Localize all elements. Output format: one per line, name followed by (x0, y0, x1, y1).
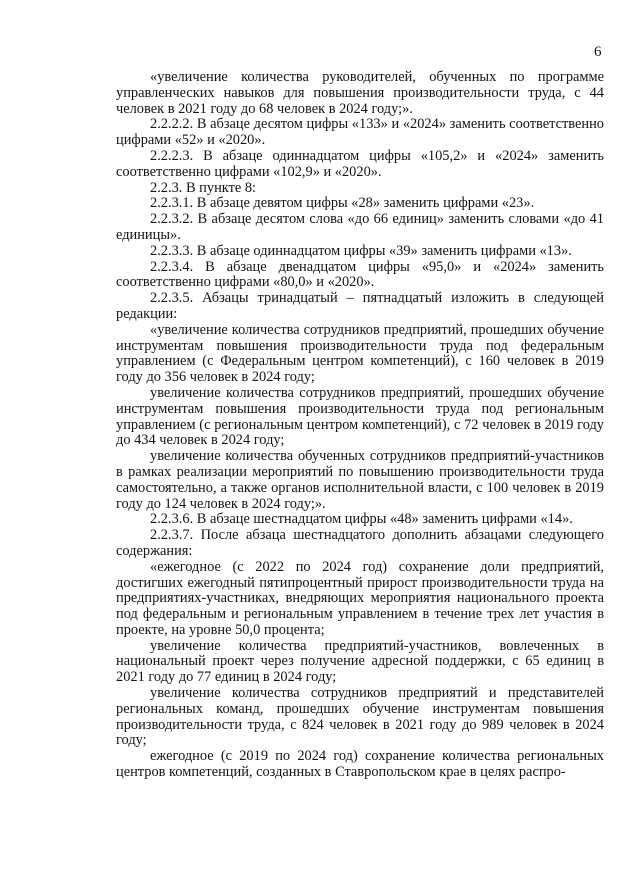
paragraph-competence-centers: ежегодное (с 2019 по 2024 год) сохранение количества региональных центров компетенций, созданных в Ставропольском крае в целях распро- (116, 748, 604, 781)
paragraph-2-2-3-3: 2.2.3.3. В абзаце одиннадцатом цифры «39» заменить цифрами «13». (150, 242, 572, 259)
paragraph-self-training: увеличение количества обученных сотрудников предприятий-участников в рамках реализации мероприятий по повышению производительности труда самостоятельно, а также органов исполнительной власти, с 100 человек в 2019 году до 124 человек в 2024 году;». (116, 448, 604, 512)
paragraph-2-2-3-4: 2.2.3.4. В абзаце двенадцатом цифры «95,0» и «2024» заменить соответственно цифрами «80,0» и «2020». (116, 258, 604, 291)
paragraph-2-2-3-2: 2.2.3.2. В абзаце десятом слова «до 66 единиц» заменить словами «до 41 единицы». (116, 211, 604, 243)
paragraph-2-2-2-2: 2.2.2.2. В абзаце десятом цифры «133» и «2024» заменить соответственно цифрами «52» и «2020». (116, 116, 604, 149)
paragraph-regional-training: увеличение количества сотрудников предприятий, прошедших обучение инструментам повышения производительности труда под региональным управлением (с региональным центром компетенций), с 72 человек в 2019 году до 434 человек в 2024 году; (116, 384, 604, 449)
paragraph-2-2-3-7: 2.2.3.7. После абзаца шестнадцатого дополнить абзацами следующего содержания: (116, 527, 604, 559)
paragraph-quote-federal-training: «увеличение количества сотрудников предприятий, прошедших обучение инструментам повышения производительности труда под федеральным управлением (с Федеральным центром компетенций), с 160 человек в 2019 году до 356 человек в 2024 году; (116, 321, 604, 386)
paragraph-employees-trained: увеличение количества сотрудников предприятий и представителей региональных команд, прошедших обучение инструментам повышения производительности труда, с 824 человек в 2021 году до 989 человек в 2024 году; (116, 685, 604, 749)
paragraph-2-2-3: 2.2.3. В пункте 8: (150, 179, 257, 196)
paragraph-2-2-3-1: 2.2.3.1. В абзаце девятом цифры «28» заменить цифрами «23». (150, 195, 535, 212)
paragraph-2-2-3-5: 2.2.3.5. Абзацы тринадцатый – пятнадцатый изложить в следующей редакции: (116, 290, 604, 322)
paragraph-2-2-3-6: 2.2.3.6. В абзаце шестнадцатом цифры «48» заменить цифрами «14». (150, 511, 573, 528)
paragraph-quote-enterprise-share: «ежегодное (с 2022 по 2024 год) сохранение доли предприятий, достигших ежегодный пятипроцентный прирост производительности труда на предприятиях-участниках, внедряющих мероприятия национального проекта под федеральным и региональным управлением в течение трех лет участия в проекте, на уровне 50,0 процента; (116, 558, 604, 638)
paragraph-participants-count: увеличение количества предприятий-участников, вовлеченных в национальный проект через получение адресной поддержки, с 65 единиц в 2021 году до 77 единиц в 2024 году; (116, 637, 604, 686)
page-number: 6 (594, 44, 602, 60)
paragraph-2-2-2-3: 2.2.2.3. В абзаце одиннадцатом цифры «105,2» и «2024» заменить соответственно цифрами «102,9» и «2020». (116, 147, 604, 180)
paragraph-quote-managers-training: «увеличение количества руководителей, обученных по программе управленческих навыков для повышения производительности труда, с 44 человек в 2021 году до 68 человек в 2024 году;». (116, 69, 604, 117)
document-body (116, 70, 604, 781)
